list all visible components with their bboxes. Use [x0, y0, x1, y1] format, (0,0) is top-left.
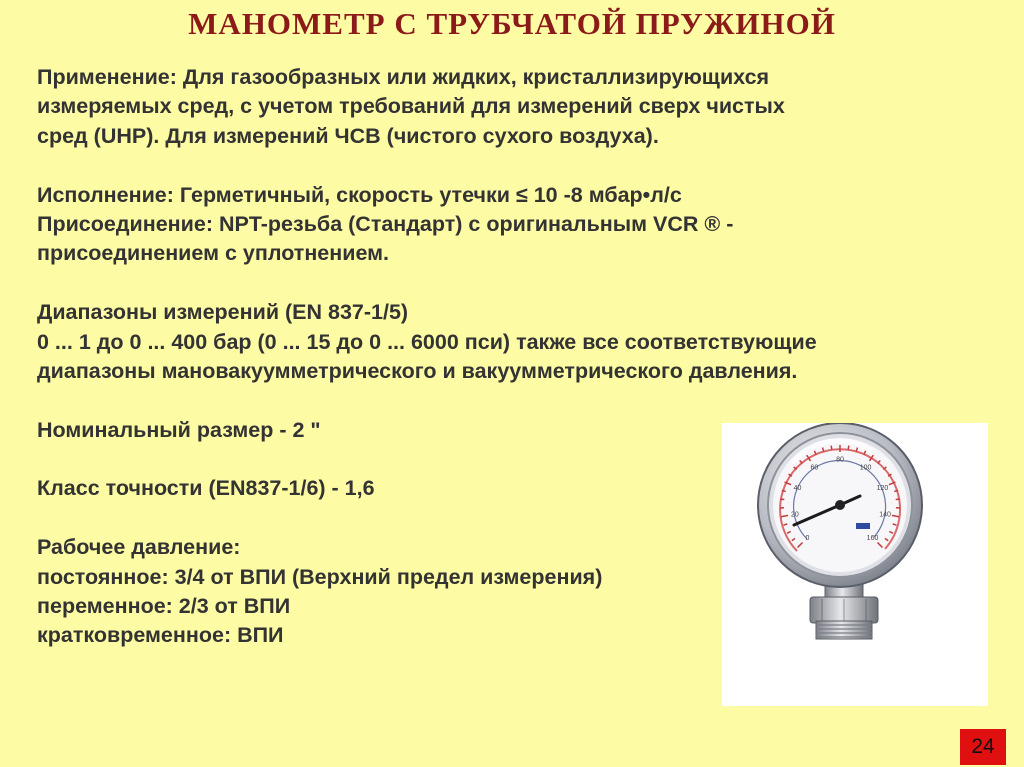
slide-title: МАНОМЕТР С ТРУБЧАТОЙ ПРУЖИНОЙ [188, 6, 836, 41]
spacer [37, 269, 997, 298]
application-line-3: сред (UHP). Для измерений ЧСВ (чистого сухого воздуха). [37, 123, 659, 148]
gauge-dial-label: 60 [810, 464, 819, 472]
working-pressure-constant: постоянное: 3/4 от ВПИ (Верхний предел измерения) [37, 564, 603, 589]
gauge-tick [894, 490, 898, 491]
gauge-dial-label: 40 [793, 484, 802, 492]
ranges-heading: Диапазоны измерений (EN 837-1/5) [37, 300, 409, 325]
gauge-dial-label: 0 [805, 535, 810, 543]
nominal-size: Номинальный размер - 2 " [37, 417, 321, 442]
application-line-2: измеряемых сред, с учетом требований для измерений сверх чистых [37, 94, 785, 119]
gauge-dial-label: 120 [876, 484, 889, 492]
gauge-tick [831, 446, 832, 450]
gauge-dial-label: 20 [790, 511, 799, 519]
ranges-line-1: 0 ... 1 до 0 ... 400 бар (0 ... 15 до 0 ... 6000 пси) также все соответствующие [37, 329, 817, 354]
working-pressure-heading: Рабочее давление: [37, 535, 241, 560]
working-pressure-variable: переменное: 2/3 от ВПИ [37, 594, 291, 619]
gauge-dial-label: 140 [879, 511, 891, 519]
pressure-gauge-photo [722, 423, 988, 706]
page-number-badge: 24 [960, 729, 1006, 765]
spacer [37, 151, 997, 180]
gauge-dial-label: 100 [859, 464, 872, 472]
spacer [37, 386, 997, 415]
gauge-dial-label: 160 [866, 535, 879, 543]
gauge-tick [848, 446, 849, 450]
execution-line-1: Исполнение: Герметичный, скорость утечки ≤ 10 -8 мбар•л/с [37, 182, 682, 207]
connection-line-2: присоединением с уплотнением. [37, 241, 390, 266]
gauge-tick [782, 490, 786, 491]
accuracy-class: Класс точности (EN837-1/6) - 1,6 [37, 476, 375, 501]
gauge-dial-label: 80 [836, 456, 844, 464]
ranges-line-2: диапазоны мановакуумметрического и вакуумметрического давления. [37, 358, 798, 383]
working-pressure-short-term: кратковременное: ВПИ [37, 623, 284, 648]
connection-line-1: Присоединение: NPT-резьба (Стандарт) с оригинальным VCR ® - [37, 211, 734, 236]
pressure-gauge-icon [722, 423, 988, 706]
application-line-1: Применение: Для газообразных или жидких, кристаллизирующихся [37, 65, 770, 89]
